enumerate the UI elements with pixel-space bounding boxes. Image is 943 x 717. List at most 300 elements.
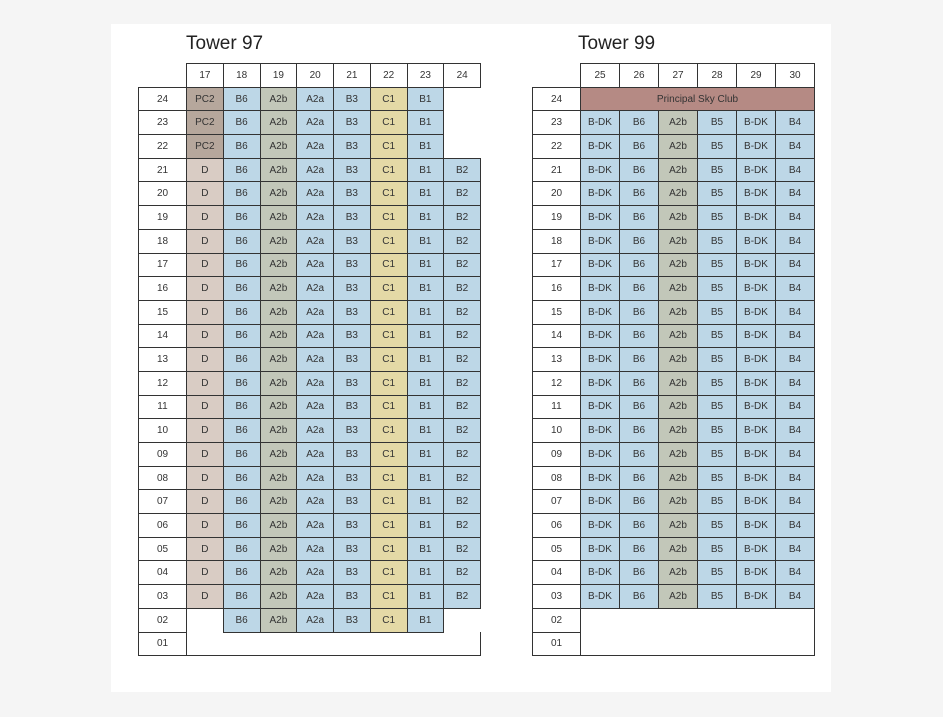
unit-cell: B6 — [620, 324, 659, 348]
unit-cell: B-DK — [737, 300, 776, 324]
unit-cell: B1 — [407, 466, 444, 490]
unit-cell: C1 — [370, 87, 407, 111]
floor-label: 21 — [533, 158, 581, 182]
unit-cell: D — [187, 277, 224, 301]
unit-cell: B4 — [776, 443, 815, 467]
unit-cell: B2 — [444, 585, 481, 609]
floor-row-08 — [139, 466, 481, 490]
unit-cell: B3 — [334, 253, 371, 277]
floor-label: 12 — [139, 371, 187, 395]
empty-cell — [444, 135, 481, 159]
unit-cell: A2a — [297, 490, 334, 514]
unit-cell: B5 — [698, 371, 737, 395]
floor-row-11 — [533, 395, 815, 419]
floor-row-16 — [139, 277, 481, 301]
unit-cell: B3 — [334, 229, 371, 253]
column-header-29: 29 — [737, 64, 776, 88]
floor-label: 08 — [139, 466, 187, 490]
unit-cell: B-DK — [737, 111, 776, 135]
unit-cell: B-DK — [581, 443, 620, 467]
unit-cell: A2b — [260, 87, 297, 111]
floor-label: 08 — [533, 466, 581, 490]
unit-cell: B5 — [698, 135, 737, 159]
floor-row-18 — [533, 229, 815, 253]
unit-cell: B4 — [776, 395, 815, 419]
unit-cell: A2b — [260, 371, 297, 395]
unit-cell: A2a — [297, 466, 334, 490]
unit-cell: B1 — [407, 158, 444, 182]
unit-cell: A2b — [260, 206, 297, 230]
floor-label: 16 — [139, 277, 187, 301]
unit-cell: A2b — [659, 371, 698, 395]
unit-cell: A2b — [659, 585, 698, 609]
unit-cell: A2a — [297, 158, 334, 182]
floor-row-22 — [139, 135, 481, 159]
unit-cell: B3 — [334, 324, 371, 348]
unit-cell: C1 — [370, 348, 407, 372]
unit-cell: B6 — [223, 585, 260, 609]
unit-cell: B4 — [776, 206, 815, 230]
unit-cell: B6 — [223, 537, 260, 561]
unit-cell: A2b — [260, 277, 297, 301]
unit-cell: B5 — [698, 443, 737, 467]
unit-cell: B5 — [698, 348, 737, 372]
floor-row-02 — [533, 608, 815, 632]
unit-cell: B2 — [444, 419, 481, 443]
unit-cell: B4 — [776, 561, 815, 585]
unit-cell: D — [187, 300, 224, 324]
floor-label: 24 — [139, 87, 187, 111]
unit-cell: PC2 — [187, 111, 224, 135]
unit-cell: C1 — [370, 561, 407, 585]
unit-cell: C1 — [370, 585, 407, 609]
unit-cell: B-DK — [581, 348, 620, 372]
unit-cell: A2b — [260, 158, 297, 182]
unit-cell: B-DK — [737, 514, 776, 538]
unit-cell: A2a — [297, 182, 334, 206]
unit-cell: B4 — [776, 135, 815, 159]
unit-cell: D — [187, 182, 224, 206]
unit-cell: B2 — [444, 182, 481, 206]
unit-cell: A2b — [659, 466, 698, 490]
unit-cell: B4 — [776, 324, 815, 348]
floor-label: 19 — [139, 206, 187, 230]
unit-cell: C1 — [370, 490, 407, 514]
unit-cell: B5 — [698, 537, 737, 561]
floor-label: 05 — [533, 537, 581, 561]
unit-cell: C1 — [370, 608, 407, 632]
unit-cell: D — [187, 585, 224, 609]
unit-cell: D — [187, 490, 224, 514]
unit-cell: A2b — [260, 111, 297, 135]
unit-cell: B3 — [334, 419, 371, 443]
unit-cell: A2a — [297, 324, 334, 348]
unit-cell: A2b — [260, 490, 297, 514]
unit-cell: A2b — [260, 135, 297, 159]
unit-cell: B6 — [223, 229, 260, 253]
unit-cell: B-DK — [581, 324, 620, 348]
unit-cell: A2b — [260, 348, 297, 372]
floor-row-15 — [533, 300, 815, 324]
unit-cell: B3 — [334, 182, 371, 206]
floor-row-08 — [533, 466, 815, 490]
column-header-30: 30 — [776, 64, 815, 88]
unit-cell: B-DK — [737, 490, 776, 514]
unit-cell: B3 — [334, 585, 371, 609]
unit-cell: B6 — [620, 466, 659, 490]
unit-cell: B5 — [698, 395, 737, 419]
unit-cell: B6 — [620, 135, 659, 159]
unit-cell: B1 — [407, 608, 444, 632]
unit-cell: C1 — [370, 206, 407, 230]
unit-cell: C1 — [370, 182, 407, 206]
unit-cell: C1 — [370, 514, 407, 538]
unit-cell: B6 — [223, 277, 260, 301]
floor-row-05 — [139, 537, 481, 561]
unit-cell: B-DK — [737, 158, 776, 182]
unit-cell: B4 — [776, 419, 815, 443]
unit-cell: B2 — [444, 443, 481, 467]
unit-cell: B1 — [407, 135, 444, 159]
unit-cell: B6 — [223, 206, 260, 230]
unit-cell: B3 — [334, 87, 371, 111]
unit-cell: B6 — [223, 443, 260, 467]
unit-cell: B5 — [698, 111, 737, 135]
unit-cell: A2b — [659, 561, 698, 585]
floor-label: 01 — [533, 632, 581, 656]
unit-cell: D — [187, 466, 224, 490]
unit-cell: B1 — [407, 585, 444, 609]
unit-cell: A2b — [260, 419, 297, 443]
unit-cell: A2b — [260, 466, 297, 490]
unit-cell: A2a — [297, 561, 334, 585]
unit-cell: C1 — [370, 537, 407, 561]
unit-cell: A2b — [659, 419, 698, 443]
unit-cell: B1 — [407, 111, 444, 135]
floor-label: 07 — [533, 490, 581, 514]
unit-cell: B3 — [334, 371, 371, 395]
floor-row-23 — [139, 111, 481, 135]
floor-row-10 — [139, 419, 481, 443]
unit-cell: B-DK — [737, 229, 776, 253]
floor-row-05 — [533, 537, 815, 561]
unit-cell: B-DK — [581, 537, 620, 561]
unit-cell: A2a — [297, 608, 334, 632]
unit-cell: A2b — [659, 443, 698, 467]
unit-cell: A2b — [659, 111, 698, 135]
unit-cell: B6 — [223, 371, 260, 395]
unit-cell: D — [187, 371, 224, 395]
floor-label: 12 — [533, 371, 581, 395]
unit-cell: A2b — [659, 395, 698, 419]
unit-cell: D — [187, 395, 224, 419]
unit-cell: B-DK — [737, 182, 776, 206]
floor-label: 16 — [533, 277, 581, 301]
unit-cell: B3 — [334, 111, 371, 135]
unit-cell: B6 — [620, 348, 659, 372]
unit-cell: D — [187, 206, 224, 230]
column-header-row — [139, 64, 481, 88]
column-header-27: 27 — [659, 64, 698, 88]
floor-label: 06 — [139, 514, 187, 538]
unit-cell: B2 — [444, 277, 481, 301]
unit-cell: D — [187, 537, 224, 561]
column-header-23: 23 — [407, 64, 444, 88]
unit-cell: B6 — [620, 371, 659, 395]
floor-row-07 — [139, 490, 481, 514]
empty-cell — [444, 608, 481, 632]
unit-cell: B6 — [620, 490, 659, 514]
unit-cell: B-DK — [581, 300, 620, 324]
unit-cell: D — [187, 419, 224, 443]
unit-cell: D — [187, 561, 224, 585]
floor-label: 13 — [533, 348, 581, 372]
floor-label: 03 — [533, 585, 581, 609]
floor-row-22 — [533, 135, 815, 159]
floor-row-11 — [139, 395, 481, 419]
unit-cell: A2a — [297, 371, 334, 395]
unit-cell: B6 — [620, 443, 659, 467]
unit-cell: B6 — [223, 419, 260, 443]
floor-label: 11 — [533, 395, 581, 419]
unit-cell: B6 — [223, 561, 260, 585]
unit-cell: B1 — [407, 514, 444, 538]
unit-cell: A2b — [659, 514, 698, 538]
unit-cell: A2b — [260, 514, 297, 538]
floor-row-21 — [139, 158, 481, 182]
unit-cell: B3 — [334, 537, 371, 561]
floor-row-09 — [139, 443, 481, 467]
unit-cell: A2b — [659, 182, 698, 206]
unit-cell: B6 — [620, 229, 659, 253]
unit-cell: C1 — [370, 158, 407, 182]
unit-cell: B-DK — [581, 490, 620, 514]
unit-cell: B-DK — [737, 135, 776, 159]
unit-cell: A2a — [297, 229, 334, 253]
unit-cell: C1 — [370, 443, 407, 467]
unit-cell: B1 — [407, 419, 444, 443]
unit-cell: B-DK — [581, 182, 620, 206]
unit-cell: B5 — [698, 182, 737, 206]
unit-cell: B3 — [334, 135, 371, 159]
unit-cell: B4 — [776, 253, 815, 277]
unit-cell: B2 — [444, 514, 481, 538]
unit-cell: C1 — [370, 419, 407, 443]
floor-label: 19 — [533, 206, 581, 230]
unit-cell: B5 — [698, 300, 737, 324]
floor-label: 14 — [139, 324, 187, 348]
unit-cell: B-DK — [581, 111, 620, 135]
unit-cell: A2a — [297, 277, 334, 301]
unit-cell: B2 — [444, 348, 481, 372]
unit-cell: B3 — [334, 561, 371, 585]
unit-cell: B-DK — [737, 206, 776, 230]
unit-cell: C1 — [370, 300, 407, 324]
unit-cell: B3 — [334, 514, 371, 538]
unit-cell: A2b — [260, 253, 297, 277]
unit-cell: A2b — [260, 300, 297, 324]
floor-label: 15 — [139, 300, 187, 324]
unit-cell: A2b — [659, 277, 698, 301]
unit-cell: D — [187, 514, 224, 538]
unit-cell: A2a — [297, 253, 334, 277]
unit-cell: B6 — [223, 135, 260, 159]
floor-label: 10 — [533, 419, 581, 443]
unit-cell: B6 — [620, 395, 659, 419]
unit-cell: B2 — [444, 395, 481, 419]
unit-cell: A2b — [659, 158, 698, 182]
floor-row-15 — [139, 300, 481, 324]
unit-cell: B-DK — [581, 135, 620, 159]
unit-cell: PC2 — [187, 135, 224, 159]
unit-cell: B5 — [698, 561, 737, 585]
unit-cell: B-DK — [581, 277, 620, 301]
unit-cell: B6 — [223, 395, 260, 419]
unit-cell: B-DK — [737, 419, 776, 443]
column-header-21: 21 — [334, 64, 371, 88]
unit-cell: D — [187, 324, 224, 348]
unit-cell: B3 — [334, 608, 371, 632]
unit-cell: B1 — [407, 490, 444, 514]
floor-row-23 — [533, 111, 815, 135]
unit-cell: C1 — [370, 253, 407, 277]
unit-cell: B6 — [223, 490, 260, 514]
floor-row-17 — [139, 253, 481, 277]
unit-cell: C1 — [370, 229, 407, 253]
unit-cell: B-DK — [581, 585, 620, 609]
floor-label: 20 — [533, 182, 581, 206]
floor-row-24 — [533, 87, 815, 111]
unit-cell: A2b — [260, 182, 297, 206]
unit-cell: B-DK — [581, 206, 620, 230]
unit-cell: B-DK — [581, 395, 620, 419]
unit-cell: A2a — [297, 419, 334, 443]
unit-cell: B6 — [223, 300, 260, 324]
unit-cell: A2b — [659, 324, 698, 348]
unit-cell: B1 — [407, 277, 444, 301]
unit-cell: B6 — [223, 466, 260, 490]
floor-row-01 — [533, 632, 815, 656]
unit-cell: B-DK — [737, 371, 776, 395]
unit-cell: B3 — [334, 490, 371, 514]
floor-label: 22 — [139, 135, 187, 159]
unit-cell: B1 — [407, 182, 444, 206]
unit-cell: B-DK — [581, 561, 620, 585]
unit-cell: B4 — [776, 111, 815, 135]
unit-cell: B6 — [223, 514, 260, 538]
corner-cell — [533, 64, 581, 88]
floor-row-21 — [533, 158, 815, 182]
unit-cell: B6 — [620, 419, 659, 443]
unit-cell: B-DK — [737, 561, 776, 585]
unit-cell: A2b — [659, 300, 698, 324]
unit-cell: A2b — [260, 324, 297, 348]
floor-row-12 — [139, 371, 481, 395]
floor-row-12 — [533, 371, 815, 395]
floor-label: 05 — [139, 537, 187, 561]
floor-label: 24 — [533, 87, 581, 111]
unit-cell: A2a — [297, 585, 334, 609]
unit-cell: A2b — [260, 443, 297, 467]
unit-cell: A2a — [297, 348, 334, 372]
column-header-28: 28 — [698, 64, 737, 88]
unit-cell: B6 — [620, 300, 659, 324]
unit-cell: B2 — [444, 300, 481, 324]
column-header-22: 22 — [370, 64, 407, 88]
unit-cell: B6 — [620, 514, 659, 538]
floor-label: 06 — [533, 514, 581, 538]
floor-label: 15 — [533, 300, 581, 324]
unit-cell: B-DK — [737, 466, 776, 490]
corner-cell — [139, 64, 187, 88]
unit-cell: B6 — [223, 348, 260, 372]
unit-cell: B6 — [620, 537, 659, 561]
floor-row-13 — [139, 348, 481, 372]
unit-cell: B1 — [407, 537, 444, 561]
unused-area — [581, 608, 815, 632]
unit-cell: A2a — [297, 300, 334, 324]
unit-cell: B4 — [776, 300, 815, 324]
floor-row-18 — [139, 229, 481, 253]
unit-cell: A2a — [297, 443, 334, 467]
column-header-25: 25 — [581, 64, 620, 88]
unit-cell: B6 — [223, 253, 260, 277]
tower-97-grid — [138, 63, 481, 656]
floor-label: 03 — [139, 585, 187, 609]
floor-row-20 — [533, 182, 815, 206]
unit-cell: B4 — [776, 514, 815, 538]
floor-row-03 — [139, 585, 481, 609]
floor-row-10 — [533, 419, 815, 443]
unit-cell: B3 — [334, 443, 371, 467]
floor-label: 04 — [533, 561, 581, 585]
unit-cell: B5 — [698, 158, 737, 182]
unit-cell: B4 — [776, 466, 815, 490]
unit-cell: B1 — [407, 229, 444, 253]
unit-cell: A2b — [260, 585, 297, 609]
floor-label: 17 — [139, 253, 187, 277]
unit-cell: B5 — [698, 490, 737, 514]
unit-cell: B2 — [444, 324, 481, 348]
unit-cell: B1 — [407, 253, 444, 277]
column-header-17: 17 — [187, 64, 224, 88]
unit-cell: B-DK — [737, 585, 776, 609]
floor-row-03 — [533, 585, 815, 609]
unit-cell: D — [187, 348, 224, 372]
unit-cell: B4 — [776, 229, 815, 253]
unit-cell: B-DK — [581, 253, 620, 277]
unit-cell: B6 — [620, 277, 659, 301]
unit-cell: B2 — [444, 490, 481, 514]
unit-cell: B3 — [334, 348, 371, 372]
floor-row-04 — [533, 561, 815, 585]
floor-row-06 — [533, 514, 815, 538]
floor-label: 13 — [139, 348, 187, 372]
unit-cell: C1 — [370, 277, 407, 301]
unit-cell: D — [187, 253, 224, 277]
unit-cell: B3 — [334, 158, 371, 182]
unit-cell: B5 — [698, 277, 737, 301]
floor-label: 11 — [139, 395, 187, 419]
unit-cell: B5 — [698, 466, 737, 490]
unit-cell: B3 — [334, 300, 371, 324]
floor-row-19 — [139, 206, 481, 230]
unit-cell: B6 — [223, 111, 260, 135]
unit-cell: B-DK — [737, 277, 776, 301]
unit-cell: B-DK — [737, 395, 776, 419]
floor-row-14 — [533, 324, 815, 348]
unit-cell: B2 — [444, 206, 481, 230]
